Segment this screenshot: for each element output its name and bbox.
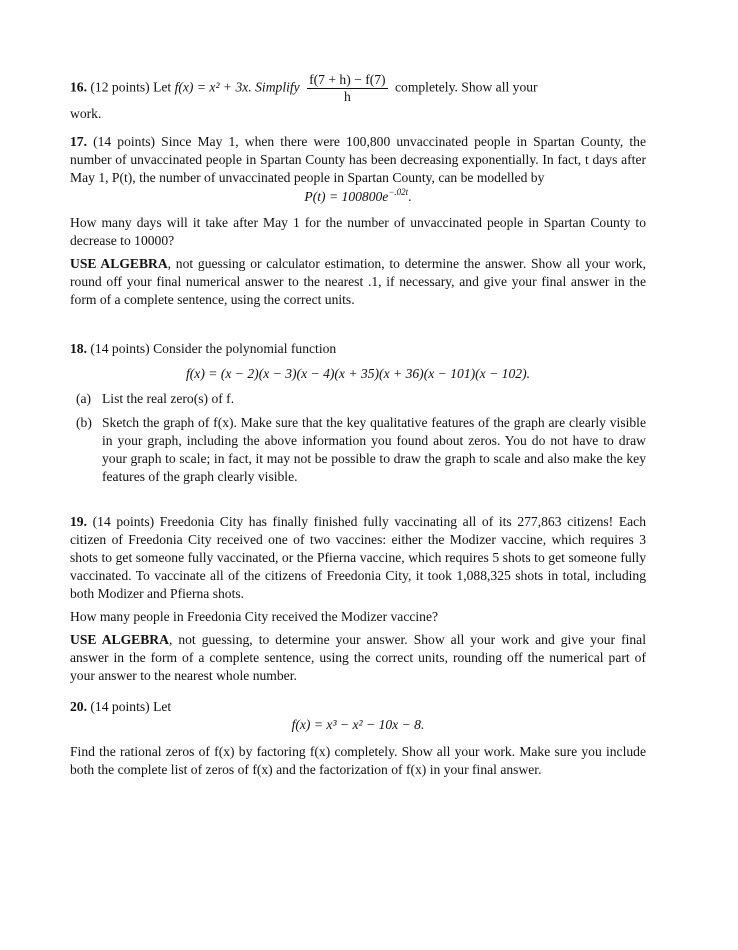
problem-18-body: (14 points) Consider the polynomial function — [87, 341, 337, 356]
problem-16-line — [70, 72, 646, 105]
part-b-text: Sketch the graph of f(x). Make sure that the key qualitative features of the graph are clearly visible in your graph, including the above information you found about zeros. You do not have to draw your graph to scale; in fact, it may not be possible to draw the graph to scale and also make the key features of the graph clearly visible. — [102, 415, 646, 484]
problem-16-number: 16. — [70, 79, 87, 95]
problem-17-equation-end: . — [408, 189, 412, 204]
problem-18-part-a — [70, 390, 646, 408]
problem-17-equation — [70, 188, 646, 206]
problem-20-body: (14 points) Let — [87, 699, 172, 714]
problem-19-instructions — [70, 631, 646, 685]
problem-18 — [70, 340, 646, 486]
part-a-label: (a) — [76, 391, 92, 406]
problem-17-body: (14 points) Since May 1, when there were 100,800 unvaccinated people in Spartan County, the number of unvaccinated people in Spartan County has been decreasing exponentially. In fact, t days after May 1, P(t), the number of unvaccinated people in Spartan County, can be modelled by — [70, 134, 646, 185]
problem-16 — [70, 72, 646, 123]
problem-16-after: completely. Show all your — [394, 79, 538, 95]
problem-17-instructions-text: , not guessing or calculator estimation, to determine the answer. Show all your work, round off your final numerical answer to the nearest .1, if necessary, and give your final answer in the form of a complete sentence, using the correct units. — [70, 256, 646, 307]
problem-19-question: How many people in Freedonia City received the Modizer vaccine? — [70, 609, 439, 624]
problem-16-intro: (12 points) Let — [87, 79, 175, 95]
problem-18-number: 18. — [70, 341, 87, 356]
problem-18-statement — [70, 340, 646, 358]
problem-19-number: 19. — [70, 514, 87, 529]
problem-20-equation: f(x) = x³ − x² − 10x − 8. — [291, 717, 425, 732]
problem-17-equation-base: P(t) = 100800e — [304, 189, 389, 204]
problem-18-equation: f(x) = (x − 2)(x − 3)(x − 4)(x + 35)(x + 36)(x − 101)(x − 102). — [186, 366, 530, 381]
problem-20-statement — [70, 698, 646, 716]
problem-16-line2: work. — [70, 106, 102, 121]
difference-quotient-denominator: h — [343, 89, 351, 104]
problem-16-function: f(x) = x² + 3x. Simplify — [174, 79, 300, 95]
problem-20-text: Find the rational zeros of f(x) by factoring f(x) completely. Show all your work. Make sure you include both the complete list of zeros of f(x) and the factorization of f(x) in your final answer. — [70, 744, 646, 777]
problem-20-number: 20. — [70, 699, 87, 714]
problem-17-equation-exponent: −.02t — [388, 187, 409, 197]
problem-17-number: 17. — [70, 134, 87, 149]
part-a-text: List the real zero(s) of f. — [102, 391, 235, 406]
problem-19-body: (14 points) Freedonia City has finally finished fully vaccinating all of its 277,863 citizens! Each citizen of Freedonia City received one of two vaccines: either the Modizer vaccine, which requires 3 shots to get someone fully vaccinated, or the Pfierna vaccine, which requires 5 shots to get someone fully vaccinated. To vaccinate all of the citizens of Freedonia City, it took 1,088,325 shots in total, including both Modizer and Pfierna shots. — [70, 514, 646, 601]
problem-17-question: How many days will it take after May 1 for the number of unvaccinated people in Spartan County to decrease to 10000? — [70, 215, 646, 248]
problem-17-statement — [70, 133, 646, 187]
difference-quotient-numerator: f(7 + h) − f(7) — [309, 72, 386, 87]
difference-quotient — [307, 72, 387, 105]
problem-17-instructions — [70, 255, 646, 309]
problem-19-use-algebra: USE ALGEBRA — [70, 632, 169, 647]
problem-17-use-algebra: USE ALGEBRA — [70, 256, 168, 271]
problem-19 — [70, 513, 646, 685]
problem-17 — [70, 133, 646, 309]
part-b-label: (b) — [76, 415, 92, 430]
problem-20 — [70, 698, 646, 779]
problem-18-part-b — [70, 414, 646, 486]
problem-19-statement — [70, 513, 646, 603]
problem-19-instructions-text: , not guessing, to determine your answer. Show all your work and give your final answer in the form of a complete sentence, using the correct units, rounding off the numerical part of your answer to the nearest whole number. — [70, 632, 646, 683]
